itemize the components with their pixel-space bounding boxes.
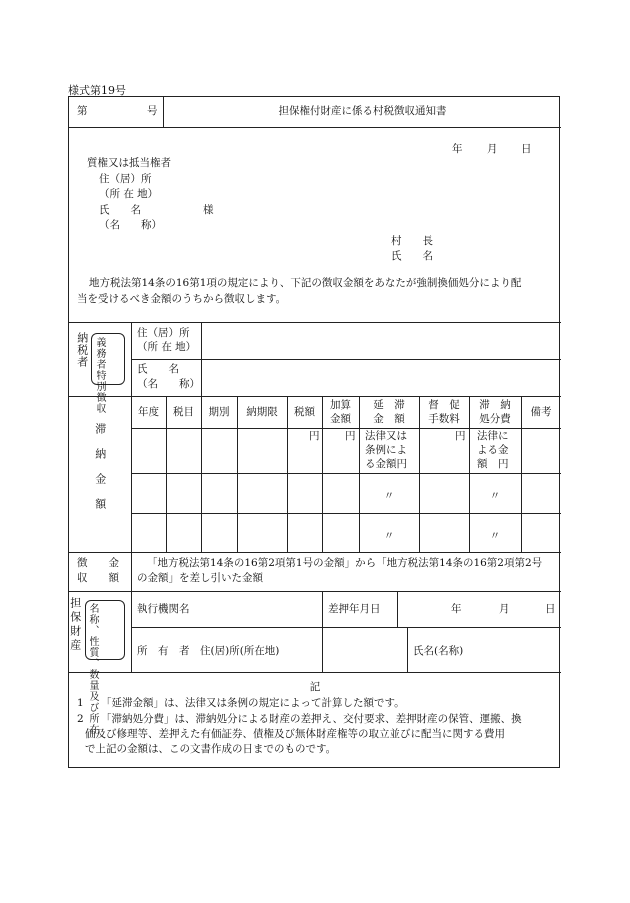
disposal-note-1: 法律に xyxy=(477,430,509,442)
col-line xyxy=(287,396,288,552)
seizure-month: 月 xyxy=(499,603,510,615)
owner-address-label: 所 有 者 住(居)所(所在地) xyxy=(137,645,280,657)
owner-name-divider xyxy=(407,627,408,672)
date-month: 月 xyxy=(487,143,498,155)
header-period: 期別 xyxy=(208,406,230,418)
date-day: 日 xyxy=(521,143,532,155)
number-suffix: 号 xyxy=(147,105,158,117)
collection-top-line xyxy=(69,552,561,553)
disposal-ditto-row2: 〃 xyxy=(489,490,501,502)
collection-divider xyxy=(131,552,132,591)
header-disposal-2: 処分費 xyxy=(479,413,511,425)
taxpayer-name-label: 氏 名 xyxy=(137,363,179,375)
agency-divider xyxy=(322,591,323,627)
collateral-top-line xyxy=(69,591,561,592)
header-fee-1: 督 促 xyxy=(428,399,460,411)
additional-unit: 円 xyxy=(345,430,356,442)
header-additional-2: 金額 xyxy=(330,413,351,425)
sender-title: 村 長 xyxy=(391,235,433,247)
header-tax-amount: 税額 xyxy=(294,406,315,418)
note-1-number: 1 xyxy=(77,697,84,709)
header-deadline: 納期限 xyxy=(246,406,278,418)
collateral-mid-line xyxy=(131,627,561,628)
taxpayer-vertical-label: 納税者 xyxy=(75,332,89,368)
col-line xyxy=(166,396,167,552)
addressee-name: 氏 名 xyxy=(99,204,141,216)
tax-unit: 円 xyxy=(309,430,320,442)
collection-label-bottom: 収 額 xyxy=(77,572,119,584)
note-2-line-2: 価及び修理等、差押えた有価証券、債権及び無体財産権等の取立並びに配当に関する費用 xyxy=(85,728,505,740)
taxpayer-address-label: 住（居）所 xyxy=(137,327,190,339)
col-line xyxy=(131,396,132,552)
body-line-1: 地方税法第14条の16第1項の規定により、下記の徴収金額をあなたが強制換価処分により配 xyxy=(89,277,522,289)
taxpayer-mid-line xyxy=(131,359,561,360)
col-line xyxy=(521,396,522,552)
header-fee-2: 手数料 xyxy=(428,413,460,425)
disposal-note-2: よる金 xyxy=(477,444,509,456)
header-tax-item: 税目 xyxy=(173,406,194,418)
late-ditto-row3: 〃 xyxy=(383,530,395,542)
owner-address-divider xyxy=(322,627,323,672)
row-line xyxy=(131,428,561,429)
addressee-name-alt: （名 称） xyxy=(99,219,162,231)
form-number-label: 様式第19号 xyxy=(68,84,126,97)
header-bottom-line xyxy=(69,127,561,128)
collection-text-2: の金額」を差し引いた金額 xyxy=(137,572,263,584)
notes-heading: 記 xyxy=(309,681,321,693)
late-note-1: 法律又は xyxy=(365,430,407,442)
note-2-line-3: で上記の金額は、この文書作成の日までのものです。 xyxy=(85,743,337,755)
agency-label: 執行機関名 xyxy=(137,603,190,615)
seizure-year: 年 xyxy=(451,603,462,615)
collateral-vertical-label: 担保財産 xyxy=(68,597,82,653)
header-late-1: 延 滞 xyxy=(373,399,405,411)
late-note-3: る金額円 xyxy=(365,458,407,470)
note-1-text: 「延滞金額」は、法律又は条例の規定によって計算した額です。 xyxy=(101,697,405,709)
disposal-ditto-row3: 〃 xyxy=(489,530,501,542)
col-line xyxy=(201,396,202,552)
taxpayer-top-line xyxy=(69,322,561,323)
row-line xyxy=(131,513,561,514)
delinquent-top-line xyxy=(69,396,561,397)
fee-unit: 円 xyxy=(455,430,466,442)
row-line xyxy=(131,473,561,474)
delinquent-vertical-label: 滞納金額 xyxy=(93,423,107,523)
late-note-2: 条例によ xyxy=(365,444,407,456)
header-disposal-1: 滞 納 xyxy=(479,399,511,411)
collection-label-top: 徴 金 xyxy=(77,557,119,569)
disposal-note-3: 額 円 xyxy=(477,458,509,470)
addressee-address: 住（居）所 xyxy=(99,173,152,185)
seizure-day: 日 xyxy=(545,603,556,615)
number-prefix: 第 xyxy=(77,105,88,117)
body-line-2: 当を受けるべき金額のうちから徴収します。 xyxy=(77,293,287,305)
owner-name-label: 氏名(名称) xyxy=(413,645,464,657)
sender-name: 氏 名 xyxy=(391,250,433,262)
date-year: 年 xyxy=(452,143,463,155)
header-remarks: 備考 xyxy=(530,406,552,418)
header-additional-1: 加算 xyxy=(330,399,351,411)
addressee-address-alt: （所 在 地） xyxy=(99,188,159,200)
header-year: 年度 xyxy=(138,406,159,418)
note-2-number: 2 xyxy=(77,713,84,725)
seizure-date-divider xyxy=(397,591,398,627)
collection-text-1: 「地方税法第14条の16第2項第1号の金額」から「地方税法第14条の16第2項第2号 xyxy=(147,557,543,569)
col-line xyxy=(237,396,238,552)
collateral-label-divider xyxy=(131,591,132,672)
taxpayer-bracket-text: 義務者特別徴収 xyxy=(94,337,105,414)
late-ditto-row2: 〃 xyxy=(383,490,395,502)
header-late-2: 金 額 xyxy=(373,413,405,425)
notice-form xyxy=(68,96,560,768)
addressee-holder: 質権又は抵当権者 xyxy=(87,157,171,169)
taxpayer-address-alt: （所 在 地） xyxy=(137,341,197,353)
note-2-line-1: 「滞納処分費」は、滞納処分による財産の差押え、交付要求、差押財産の保管、運搬、換 xyxy=(101,713,522,725)
taxpayer-name-alt: （名 称） xyxy=(137,378,200,390)
seizure-date-label: 差押年月日 xyxy=(328,603,381,615)
document-title: 担保権付財産に係る村税徴収通知書 xyxy=(278,105,447,117)
collateral-bracket-text: 名称、性質、数量及び所在 xyxy=(87,603,98,735)
notes-top-line xyxy=(69,672,561,673)
addressee-honorific: 様 xyxy=(203,204,214,216)
